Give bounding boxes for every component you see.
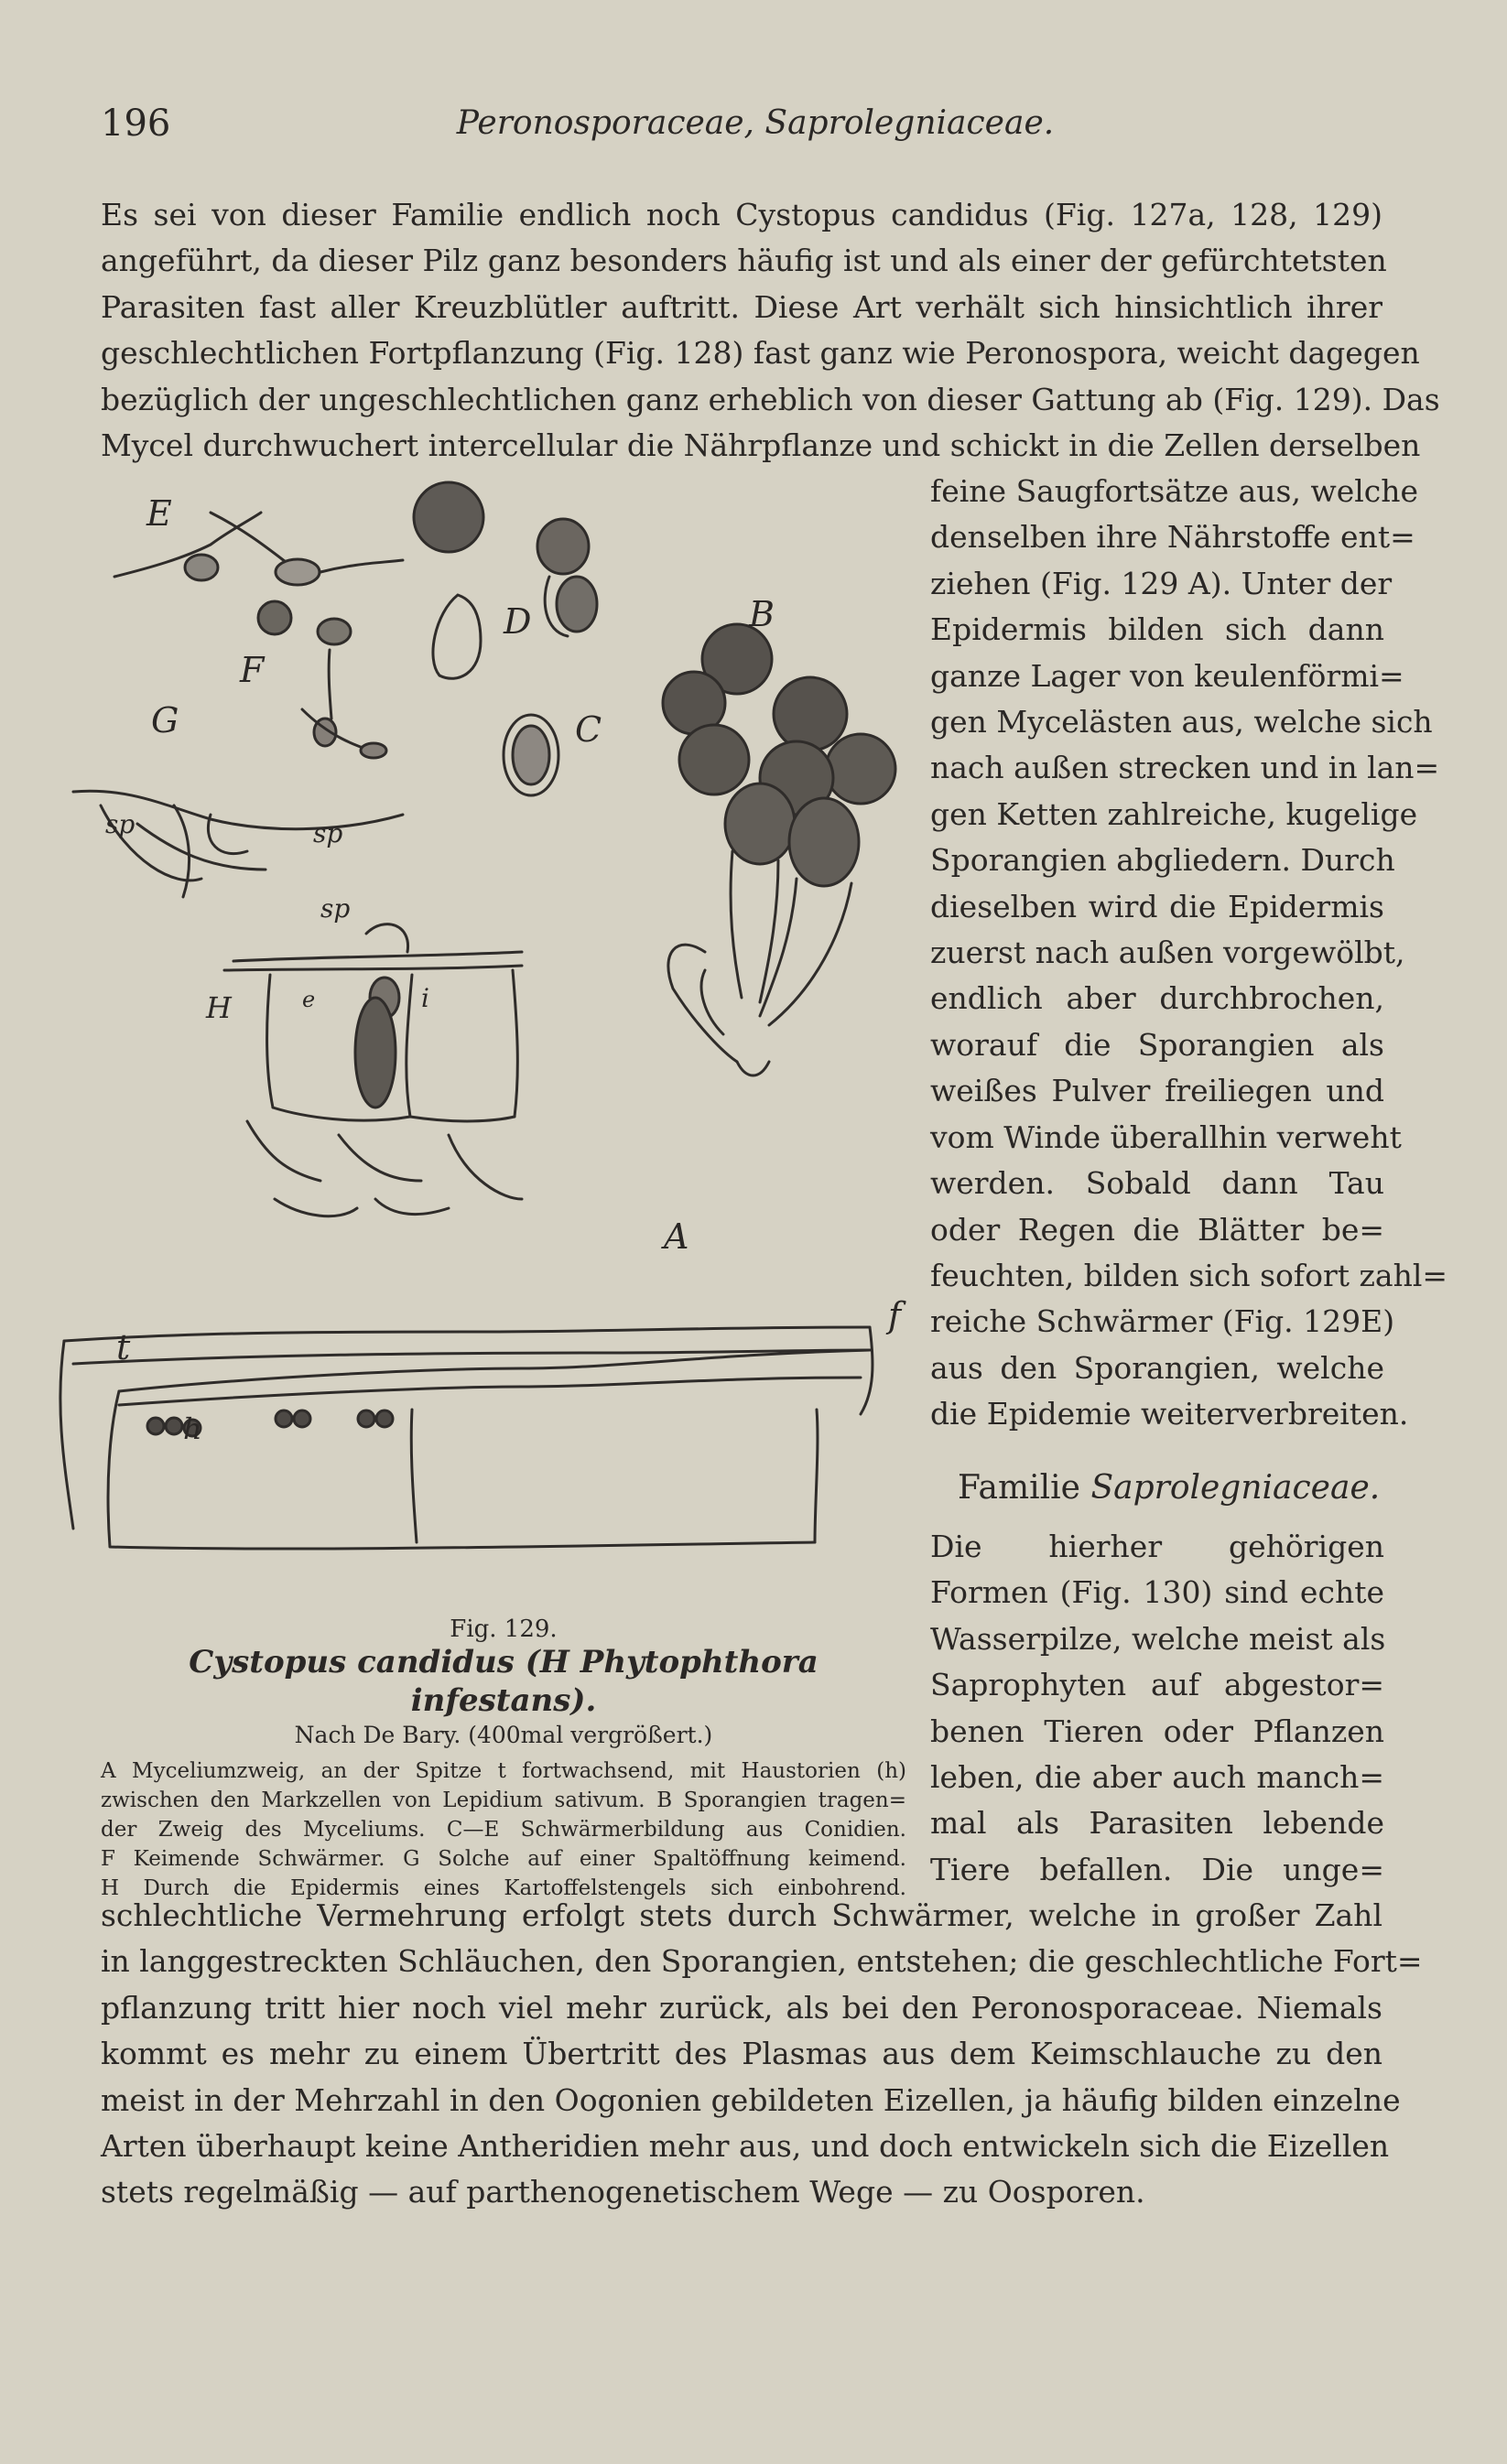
text-line: stets regelmäßig — auf parthenogenetischem Wege — zu Oosporen. [101,2174,1145,2210]
text-line: worauf die Sporangien als [930,1026,1384,1063]
figure-label: C [575,709,602,750]
text-line: feuchten, bilden sich sofort zahl= [930,1257,1448,1293]
figure-label: E [146,493,172,534]
figure-label: G [151,700,179,740]
text-line: Tiere befallen. Die unge= [930,1851,1384,1887]
text-line: geschlechtlichen Fortpflanzung (Fig. 128) fast ganz wie Peronospora, weicht dagegen [101,335,1420,372]
text-line: mal als Parasiten lebende [930,1805,1384,1842]
text-line: endlich aber durchbrochen, [930,980,1384,1017]
caption-legend-line: A Myceliumzweig, an der Spitze t fortwachsend, mit Haustorien (h) [101,1759,906,1783]
caption-legend-line: H Durch die Epidermis eines Kartoffelstengels sich einbohrend. [101,1876,906,1900]
caption-legend [101,1756,906,1903]
text-line: Arten überhaupt keine Antheridien mehr aus, und doch entwickeln sich die Eizellen [101,2128,1390,2165]
text-line: Mycel durchwuchert intercellular die Nährpflanze und schickt in die Zellen derselben [101,427,1421,464]
text-line: schlechtliche Vermehrung erfolgt stets durch Schwärmer, welche in großer Zahl [101,1897,1382,1933]
text-line: benen Tieren oder Pflanzen [930,1713,1384,1749]
figure-label: sp [105,809,136,839]
text-line: bezüglich der ungeschlechtlichen ganz erheblich von dieser Gattung ab (Fig. 129). Das [101,381,1440,417]
text-line: nach außen strecken und in lan= [930,750,1440,786]
text-line: reiche Schwärmer (Fig. 129E) [930,1303,1395,1340]
text-line: Formen (Fig. 130) sind echte [930,1574,1384,1611]
text-line: Sporangien abgliedern. Durch [930,842,1395,879]
caption-figure-number: Fig. 129. [450,1616,558,1643]
text-line: vom Winde überallhin verweht [930,1119,1402,1155]
section-heading-prefix: Familie [958,1469,1080,1507]
figure-label: F [240,650,265,690]
text-line: oder Regen die Blätter be= [930,1211,1384,1248]
page-number: 196 [101,103,171,145]
text-line: in langgestreckten Schläuchen, den Sporangien, entstehen; die geschlechtliche Fort= [101,1943,1423,1980]
caption-credit: Nach De Bary. (400mal vergrößert.) [294,1722,713,1748]
figure-label: f [888,1295,902,1335]
figure-label: e [302,987,316,1012]
text-line: weißes Pulver freiliegen und [930,1073,1384,1109]
text-line: meist in der Mehrzahl in den Oogonien gebildeten Eizellen, ja häufig bilden einzelne [101,2081,1401,2118]
section-heading-name: Saprolegniaceae. [1090,1469,1381,1507]
text-line: leben, die aber auch manch= [930,1759,1384,1796]
text-line: die Epidemie weiterverbreiten. [930,1396,1409,1432]
text-line: dieselben wird die Epidermis [930,888,1384,924]
figure-label: B [749,594,775,634]
figure-label: D [504,601,532,642]
figure-label: A [664,1216,689,1257]
text-line: kommt es mehr zu einem Übertritt des Plasmas aus dem Keimschlauche zu den [101,2036,1382,2072]
running-head: Peronosporaceae, Saprolegniaceae. [456,104,1055,142]
figure-label: sp [320,893,351,924]
text-line: ziehen (Fig. 129 A). Unter der [930,565,1393,601]
text-line: Es sei von dieser Familie endlich noch Cystopus candidus (Fig. 127a, 128, 129) [101,197,1382,232]
text-line: Die hierher gehörigen [930,1529,1384,1564]
caption-title: Cystopus candidus (H Phytophthora infestans). [189,1644,819,1719]
text-line: Saprophyten auf abgestor= [930,1667,1384,1703]
text-line: ganze Lager von keulenförmi= [930,657,1404,694]
figure-label: H [206,990,232,1025]
text-line: Parasiten fast aller Kreuzblütler auftritt. Diese Art verhält sich hinsichtlich ihrer [101,288,1382,325]
text-line: Wasserpilze, welche meist als [930,1620,1386,1657]
figure-label: h [183,1411,202,1446]
figure-label: sp [313,818,343,848]
text-line: feine Saugfortsätze aus, welche [930,473,1419,509]
caption-legend-line: F Keimende Schwärmer. G Solche auf einer Spaltöffnung keimend. [101,1847,906,1871]
figure-caption [101,1616,906,1903]
text-line: pflanzung tritt hier noch viel mehr zurück, als bei den Peronosporaceae. Niemals [101,1989,1382,2026]
text-line: Epidermis bilden sich dann [930,611,1384,648]
caption-legend-line: zwischen den Markzellen von Lepidium sativum. B Sporangien tragen= [101,1789,906,1812]
text-line: angeführt, da dieser Pilz ganz besonders häufig ist und als einer der gefürchtetsten [101,243,1387,279]
text-line: gen Mycelästen aus, welche sich [930,704,1433,740]
text-line: werden. Sobald dann Tau [930,1165,1384,1202]
caption-legend-line: der Zweig des Myceliums. C—E Schwärmerbildung aus Conidien. [101,1818,906,1842]
figure-label: t [116,1327,131,1367]
text-line: gen Ketten zahlreiche, kugelige [930,795,1418,832]
figure-label: i [421,983,429,1013]
text-line: zuerst nach außen vorgewölbt, [930,935,1405,971]
text-line: aus den Sporangien, welche [930,1349,1384,1386]
text-line: denselben ihre Nährstoffe ent= [930,519,1415,556]
